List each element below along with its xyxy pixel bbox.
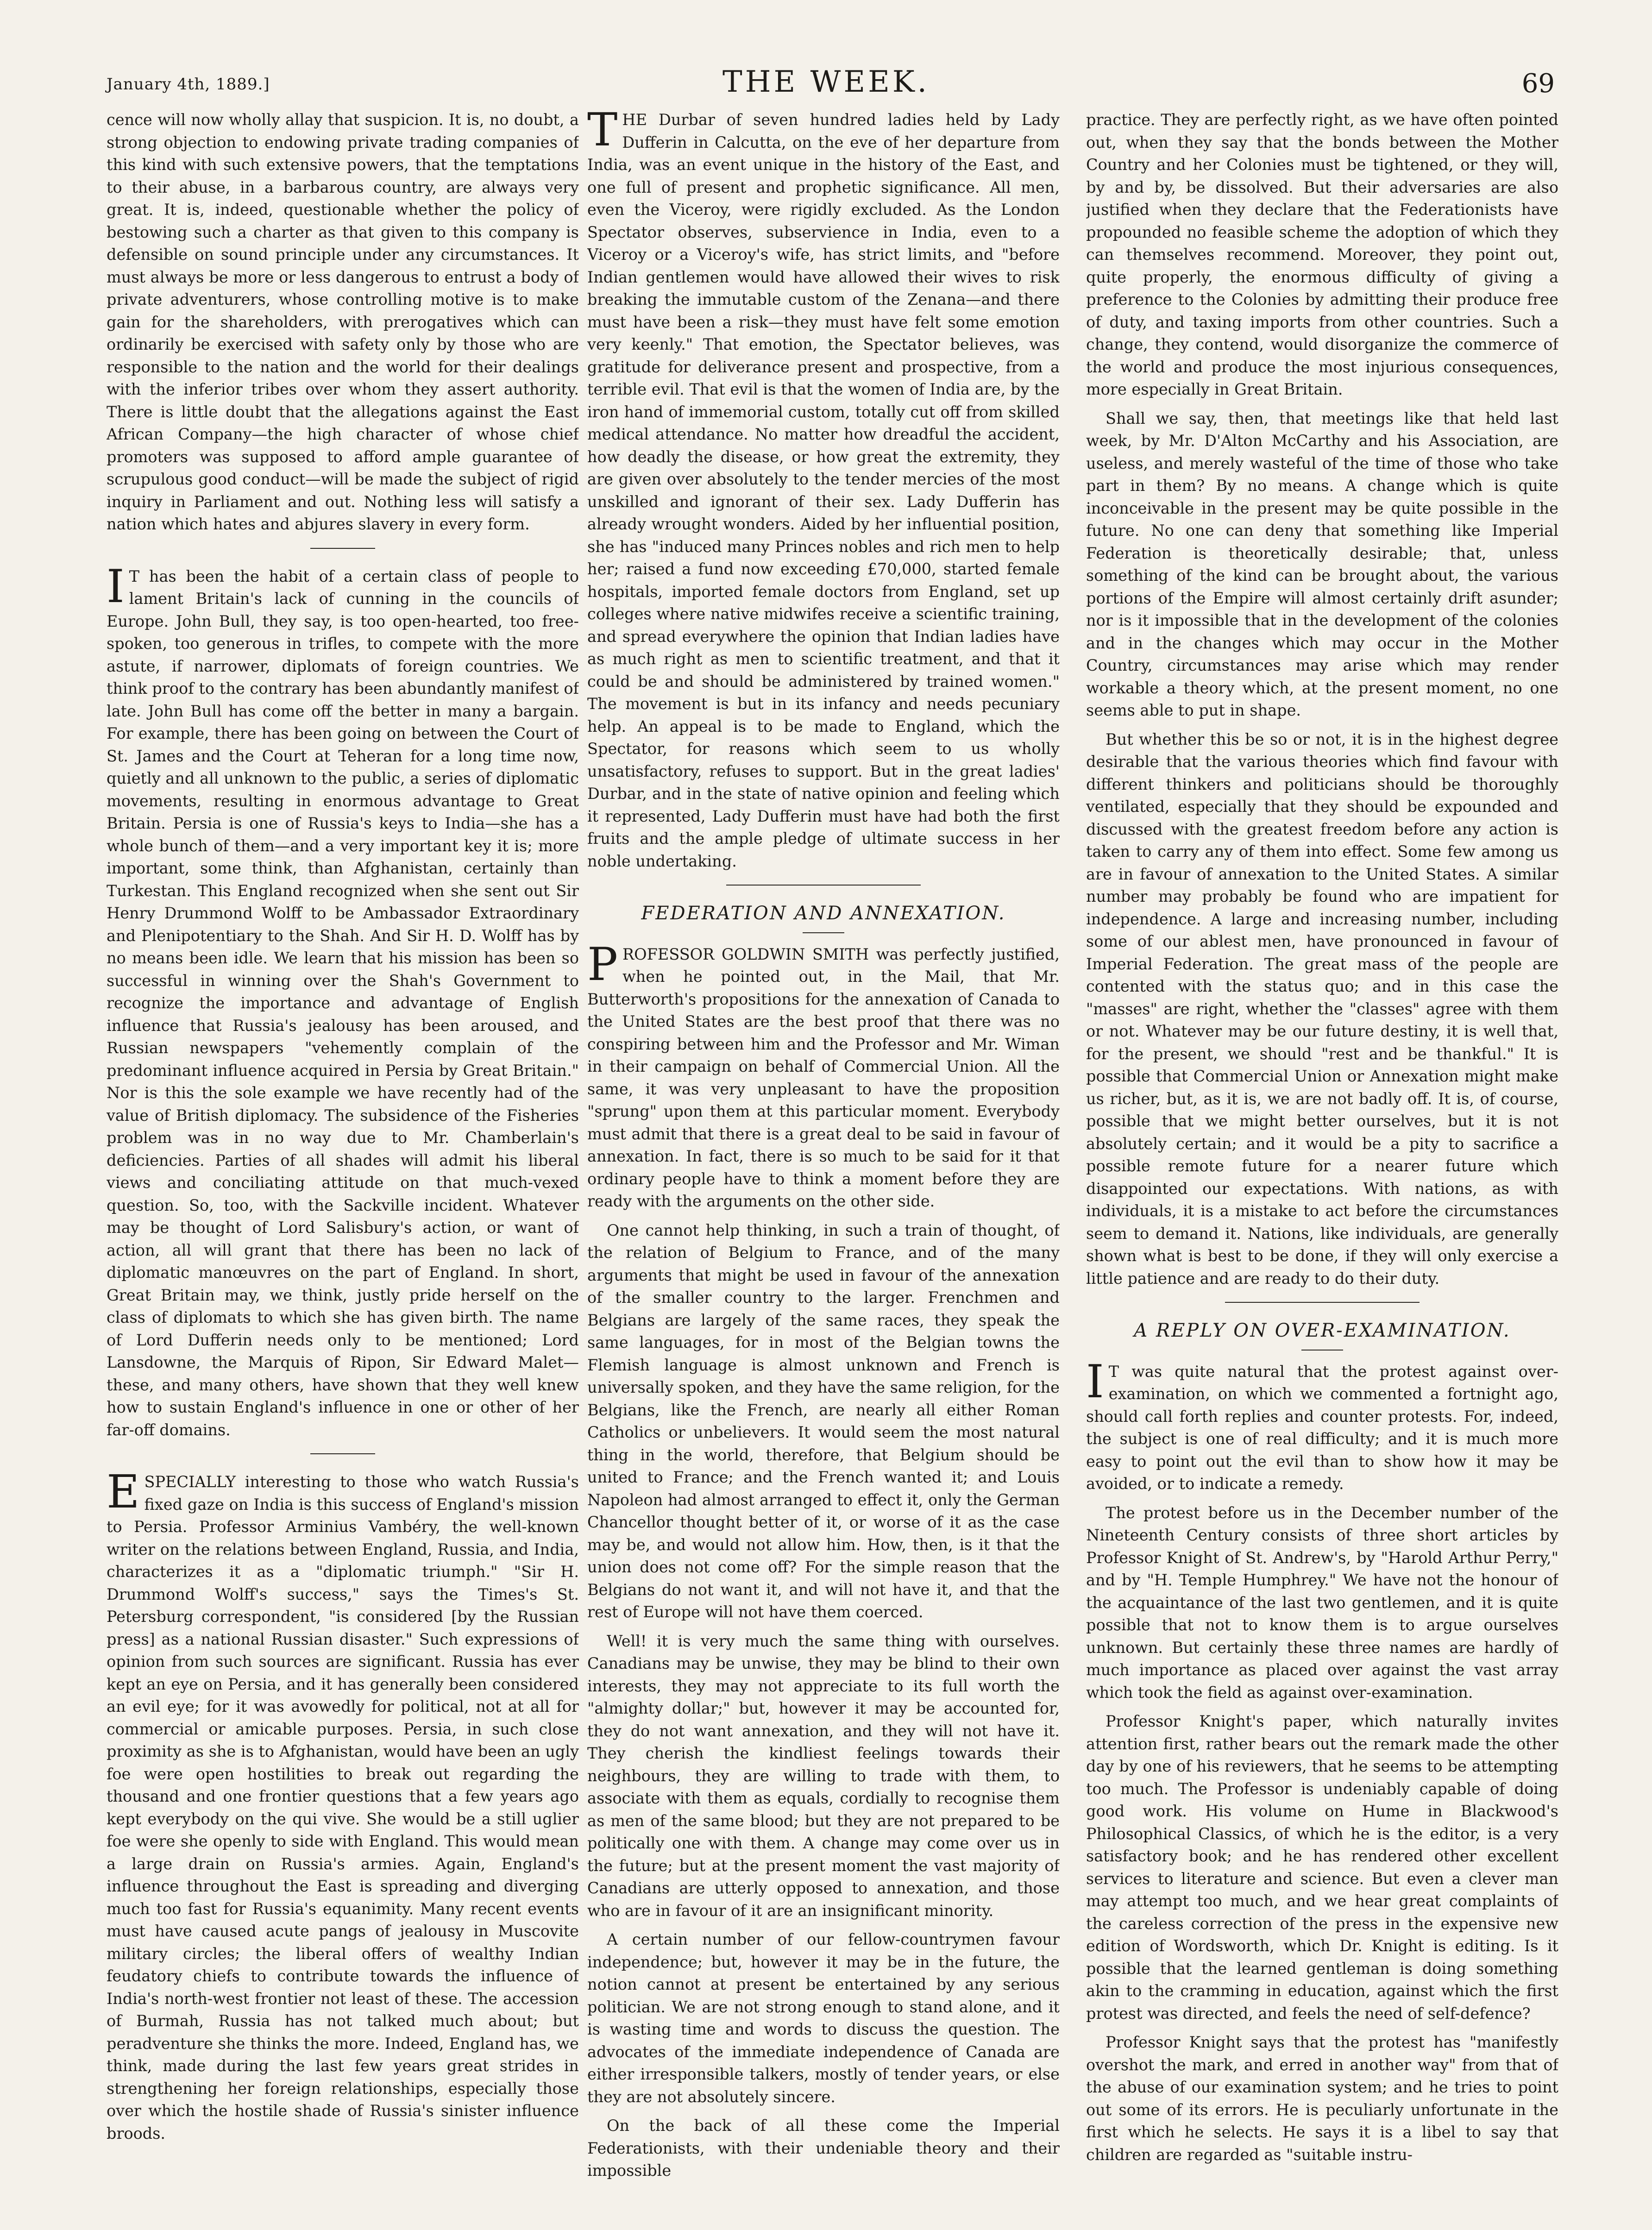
paragraph: PROFESSOR GOLDWIN SMITH was perfectly justified, when he pointed out, in the Mail, that Mr. Butterworth's propositions for the annexation of Canada to the United States are the best proof that there was no conspiring between him and the Professor and Mr. Wiman in their campaign on behalf of Commercial Union. All the same, it was very unpleasant to have the proposition "sprung" upon them at this particular moment. Everybody must admit that there is a great deal to be said in favour of annexation. In fact, there is so much to be said for it that ordinary people have to think a moment before they are ready with the arguments on the other side. (587, 938, 1060, 1210)
article-heading: A REPLY ON OVER-EXAMINATION. (1134, 1320, 1511, 1341)
heading-divider (803, 932, 844, 933)
paragraph: Well! it is very much the same thing with ourselves. Canadians may be unwise, they may be blind to their own interests, they may not appreciate to its full worth the "almighty dollar;" but, however it may be accounted for, they do not want annexation, and they will not have it. They cherish the kindliest feelings towards their neighbours, they are willing to trade with them, to associate with them as equals, cordially to recognise them as men of the same blood; but they are not prepared to be politically one with them. A change may come over us in the future; but at the present moment the vast majority of Canadians are utterly opposed to annexation, and those who are in favour of it are an insignificant minority. (587, 1632, 1060, 1920)
paragraph: But whether this be so or not, it is in the highest degree desirable that the various theories which find favour with different thinkers and politicians should be thoroughly ventilated, especially that they should be expounded and discussed with the greatest freedom before any action is taken to carry any of them into effect. Some few among us are in favour of annexation to the United States. A similar number may probably be found who are impatient for independence. A large and increasing number, including some of our ablest men, have pronounced in favour of Imperial Federation. The great mass of the people are contented with the status quo; and in this case the "masses" are right, whether the "classes" agree with them or not. Whatever may be our future destiny, it is well that, for the present, we should "rest and be thankful." It is possible that Commercial Union or Annexation might make us richer, but, as it is, we are not badly off. It is, of course, possible that we might better ourselves, but it is not absolutely certain; and it would be a pity to sacrifice a possible remote future for a nearer future which disappointed our expectations. With nations, as with individuals, it is a mistake to act before the circumstances seem to demand it. Nations, like individuals, are generally shown what is best to be done, if they will only exercise a little patience and are ready to do their duty. (1086, 730, 1558, 1288)
paragraph: Shall we say, then, that meetings like that held last week, by Mr. D'Alton McCarthy and his Association, are useless, and merely wasteful of the time of those who take part in them? By no means. A change which is quite inconceivable in the present may be quite possible in the future. No one can deny that something like Imperial Federation is theoretically desirable; that, unless something of the kind can be brought about, the various portions of the Empire will almost certainly drift asunder; nor is it impossible that in the development of the colonies and in the changes which may occur in the Mother Country, circumstances may arise which may render workable a theory which, at the present moment, no one seems able to put in shape. (1086, 409, 1558, 719)
paragraph: ESPECIALLY interesting to those who watch Russia's fixed gaze on India is this success of England's mission to Persia. Professor Arminius Vambéry, the well-known writer on the relations between England, Russia, and India, characterizes it as a "diplomatic triumph." "Sir H. Drummond Wolff's success," says the Times's St. Petersburg correspondent, "is considered [by the Russian press] as a national Russian disaster." Such expressions of opinion from such sources are significant. Russia has ever kept an eye on Persia, and it has generally been considered an evil eye; for it was avowedly for political, not at all for commercial or amicable purposes. Persia, in such close proximity as she is to Afghanistan, would have been an ugly foe were open hostilities to break out regarding the thousand and one frontier questions that a few years ago kept everybody on the qui vive. She would be a still uglier foe were she openly to side with England. This would mean a large drain on Russia's armies. Again, England's influence throughout the East is spreading and diverging much too fast for Russia's equanimity. Many recent events must have caused acute pangs of jealousy in Muscovite military circles; the liberal offers of wealthy Indian feudatory chiefs to contribute towards the influence of India's north-west frontier not least of these. The accession of Burmah, Russia has not talked much about; but peradventure she thinks the more. Indeed, England has, we think, made during the last few years great strides in strengthening her foreign relationships, especially those over which the hostile shade of Russia's sinister influence broods. (107, 1466, 579, 2142)
paragraph: The protest before us in the December number of the Nineteenth Century consists of three short articles by Professor Knight of St. Andrew's, by "Harold Arthur Perry," and by "H. Temple Humphrey." We have not the honour of the acquaintance of the last two gentlemen, and it is quite possible that not to know them is to argue ourselves unknown. But certainly these three names are hardly of much importance as placed over against the vast array which took the field as against over-examination. (1086, 1503, 1558, 1702)
column-2 (587, 109, 1060, 2188)
paragraph: cence will now wholly allay that suspicion. It is, no doubt, a strong objection to endowing private trading companies of this kind with such extensive powers, that the temptations to their abuse, in a barbarous country, are always very great. It is, indeed, questionable whether the policy of bestowing such a charter as that given to this company is defensible on sound principle under any circumstances. It must always be more or less dangerous to entrust a body of private adventurers, whose controlling motive is to make gain for the shareholders, with prerogatives which can ordinarily be exercised with safety only by those who are responsible to the nation and the world for their dealings with the inferior tribes over whom they assert authority. There is little doubt that the allegations against the East African Company—the high character of whose chief promoters was supposed to afford ample guarantee of scrupulous good conduct—will be made the subject of rigid inquiry in Parliament and out. Nothing less will satisfy a nation which hates and abjures slavery in every form. (107, 111, 579, 533)
page-number: 69 (1521, 69, 1555, 99)
paragraph: THE Durbar of seven hundred ladies held by Lady Dufferin in Calcutta, on the eve of her departure from India, was an event unique in the history of the East, and one full of present and prophetic significance. All men, even the Viceroy, were rigidly excluded. As the London Spectator observes, subservience in India, even to a Viceroy or a Viceroy's wife, has strict limits, and "before Indian gentlemen would have allowed their wives to risk breaking the immutable custom of the Zenana—and there must have been a risk—they must have felt some emotion very keenly." That emotion, the Spectator believes, was gratitude for deliverance present and prospective, from a terrible evil. That evil is that the women of India are, by the iron hand of immemorial custom, totally cut off from skilled medical attendance. No matter how dreadful the accident, how deadly the disease, or how great the extremity, they are given over absolutely to the tender mercies of the most unskilled and ignorant of their sex. Lady Dufferin has already wrought wonders. Aided by her influential position, she has "induced many Princes nobles and rich men to help her; raised a fund now exceeding £70,000, started female hospitals, imported female doctors from England, set up colleges where native midwifes receive a scientific training, and spread everywhere the opinion that Indian ladies have as much right as men to scientific treatment, and that it could be and should be administered by trained women." The movement is but in its infancy and needs pecuniary help. An appeal is to be made to England, which the Spectator, for reasons which seem to us wholly unsatisfactory, refuses to support. But in the great ladies' Durbar, and in the state of native opinion and feeling which it represented, Lady Dufferin must have had both the first fruits and the ample pledge of ultimate success in her noble undertaking. (587, 109, 1060, 870)
paragraph: One cannot help thinking, in such a train of thought, of the relation of Belgium to France, and of the many arguments that might be used in favour of the annexation of the smaller country to the larger. Frenchmen and Belgians are largely of the same races, they speak the same languages, for in most of the Belgian towns the Flemish language is almost unknown and French is universally spoken, and they have the same religion, for the Belgians, like the French, are nearly all either Roman Catholics or unbelievers. It would seem the most natural thing in the world, therefore, that Belgium should be united to France; and the French wanted it; and Louis Napoleon had almost arranged to effect it, only the German Chancellor thought better of it, or worse of it as the case may be, and would not allow him. How, then, is it that the union does not come off? For the simple reason that the Belgians do not want it, and will not have it, and that the rest of Europe will not have them coerced. (587, 1221, 1060, 1621)
issue-date: January 4th, 1889.] (107, 75, 270, 94)
paragraph: Professor Knight says that the protest has "manifestly overshot the mark, and erred in another way" from that of the abuse of our examination system; and he tries to point out some of its errors. He is peculiarly unfortunate in the first which he selects. He says it is a libel to say that children are regarded as "suitable instru- (1086, 2033, 1558, 2164)
section-divider (310, 548, 375, 549)
paragraph: A certain number of our fellow-countrymen favour independence; but, however it may be in the future, the notion cannot at present be entertained by any serious politician. We are not strong enough to stand alone, and it is wasting time and words to discuss the question. The advocates of the immediate independence of Canada are either irresponsible talkers, mostly of tender years, or else they are not absolutely sincere. (587, 1930, 1060, 2106)
paragraph: IT was quite natural that the protest against over-examination, on which we commented a fortnight ago, should call forth replies and counter protests. For, indeed, the subject is one of real difficulty; and it is much more easy to point out the evil than to show how it may be avoided, or to indicate a remedy. (1086, 1355, 1558, 1493)
section-divider (1225, 1302, 1420, 1303)
article-heading: FEDERATION AND ANNEXATION. (641, 903, 1006, 924)
paragraph: practice. They are perfectly right, as we have often pointed out, when they say that the bonds between the Mother Country and her Colonies must be tightened, or they will, by and by, be dissolved. But their adversaries are also justified when they declare that the Federationists have propounded no feasible scheme the adoption of which they can themselves recommend. Moreover, they point out, quite properly, the enormous difficulty of giving a preference to the Colonies by admitting their produce free of duty, and taxing imports from other countries. Such a change, they contend, would disorganize the commerce of the world and produce the most injurious consequences, more especially in Great Britain. (1086, 111, 1558, 398)
column-3 (1086, 109, 1558, 2188)
paragraph: On the back of all these come the Imperial Federationists, with their undeniable theory and their impossible (587, 2117, 1060, 2180)
paragraph: IT has been the habit of a certain class of people to lament Britain's lack of cunning in the councils of Europe. John Bull, they say, is too open-hearted, too free-spoken, too generous in trifles, to compete with the more astute, if narrower, diplomats of foreign countries. We think proof to the contrary has been abundantly manifest of late. John Bull has come off the better in many a bargain. For example, there has been going on between the Court of St. James and the Court at Teheran for a long time now, quietly and all unknown to the public, a series of diplomatic movements, resulting in enormous advantage to Great Britain. Persia is one of Russia's keys to India—she has a whole bunch of them—and a very important key it is; more important, some think, than Afghanistan, certainly than Turkestan. This England recognized when she sent out Sir Henry Drummond Wolff to be Ambassador Extraordinary and Plenipotentiary to the Shah. And Sir H. D. Wolff has by no means been idle. We learn that his mission has been so successful in winning over the Shah's Government to recognize the importance and advantage of English influence that Russia's jealousy has been aroused, and Russian newspapers "vehemently complain of the predominant influence acquired in Persia by Great Britain." Nor is this the sole example we have recently had of the value of British diplomacy. The subsidence of the Fisheries problem was in no way due to Mr. Chamberlain's deficiencies. Parties of all shades will admit his liberal views and conciliating attitude on that much-vexed question. So, too, with the Sackville incident. Whatever may be thought of Lord Salisbury's action, or want of action, all will grant that there has been no lack of diplomatic manœuvres on the part of England. In short, Great Britain may, we think, justly pride herself on the class of diplomats to which she has given birth. The name of Lord Dufferin needs only to be mentioned; Lord Lansdowne, the Marquis of Ripon, Sir Edward Malet—these, and many others, have shown that they well knew how to sustain England's influence in one or other of her far-off domains. (107, 560, 579, 1439)
masthead-title: THE WEEK. (722, 65, 930, 99)
section-divider (726, 885, 921, 886)
page-header (93, 65, 1559, 107)
section-divider (310, 1453, 375, 1454)
heading-divider (1301, 1350, 1343, 1351)
column-1 (107, 109, 579, 2188)
paragraph: Professor Knight's paper, which naturally invites attention first, rather bears out the remark made the other day by one of his reviewers, that he seems to be attempting too much. The Professor is undeniably capable of doing good work. His volume on Hume in Blackwood's Philosophical Classics, of which he is the editor, is a very satisfactory book; and he has rendered other excellent services to literature and science. But even a clever man may attempt too much, and we hear great complaints of the careless correction of the press in the expensive new edition of Wordsworth, which Dr. Knight is editing. Is it possible that the learned gentleman is doing something akin to the cramming in education, against which the first protest was directed, and feels the need of self-defence? (1086, 1712, 1558, 2023)
